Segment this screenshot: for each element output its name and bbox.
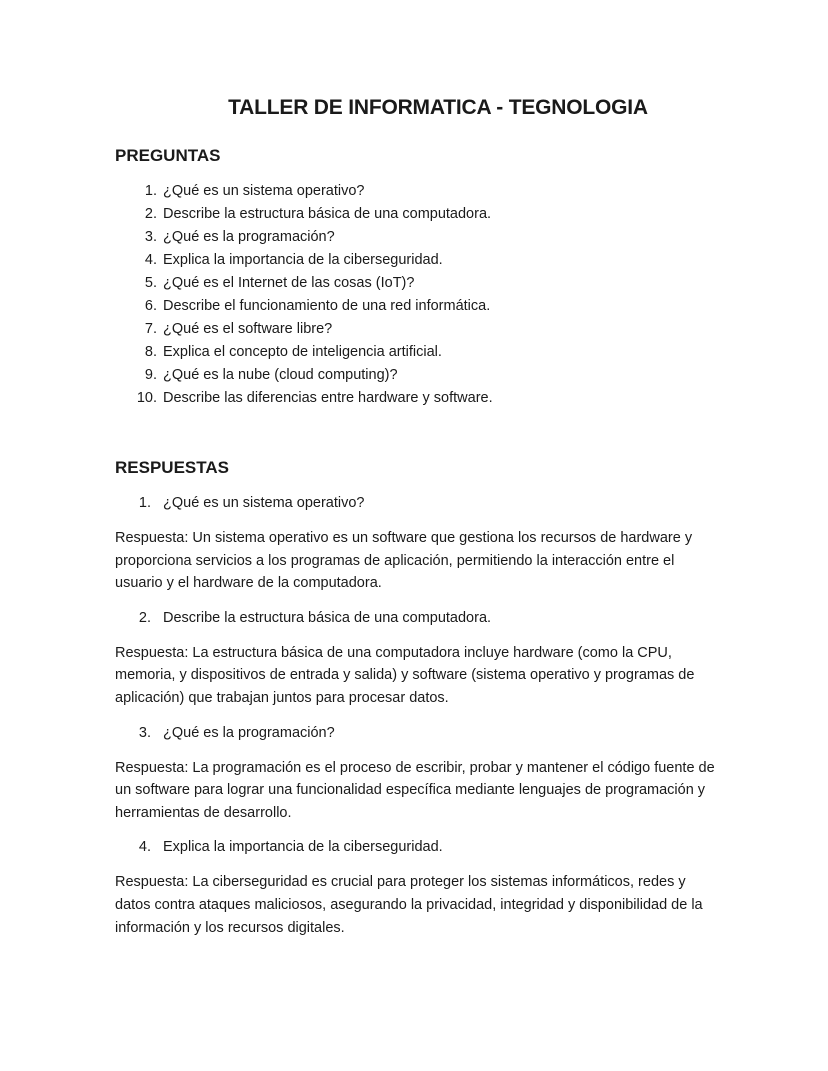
answer-paragraph: Respuesta: Un sistema operativo es un software que gestiona los recursos de hardware y proporciona servicios a los programas de aplicación, permitiendo la interacción entre el usuario y el hardware de la computadora.	[115, 530, 693, 592]
question-text: Describe la estructura básica de una computadora.	[163, 206, 492, 222]
question-text: ¿Qué es un sistema operativo?	[163, 495, 365, 511]
question-text: ¿Qué es la programación?	[163, 229, 335, 245]
item-number: 5.	[144, 275, 157, 291]
item-number: 3.	[144, 229, 157, 245]
question-text: ¿Qué es el software libre?	[163, 321, 333, 337]
item-number: 4.	[138, 839, 151, 856]
question-text: ¿Qué es la programación?	[163, 724, 335, 741]
question-text: Describe el funcionamiento de una red informática.	[163, 298, 491, 314]
answer-paragraph: Respuesta: La programación es el proceso de escribir, probar y mantener el código fuente de un software para lograr una funcionalidad específica mediante lenguajes de programación y herramientas de desarrollo.	[115, 759, 715, 821]
item-number: 4.	[144, 252, 157, 268]
question-text: ¿Qué es el Internet de las cosas (IoT)?	[163, 275, 415, 291]
item-number: 8.	[144, 344, 157, 360]
item-number: 6.	[144, 298, 157, 314]
item-number: 2.	[138, 609, 151, 626]
question-text: Describe las diferencias entre hardware y software.	[163, 390, 493, 406]
question-text: Describe la estructura básica de una computadora.	[163, 609, 492, 626]
item-number: 1.	[144, 183, 157, 199]
answer-paragraph: Respuesta: La estructura básica de una computadora incluye hardware (como la CPU, memoria, y dispositivos de entrada y salida) y software (sistema operativo y programas de aplicación) que trabajan juntos para procesar datos.	[115, 644, 695, 706]
answer-question	[115, 607, 725, 630]
question-text: Explica la importancia de la ciberseguridad.	[163, 839, 443, 856]
item-number: 9.	[144, 367, 157, 383]
answers-section	[115, 492, 725, 951]
item-number: 2.	[144, 206, 157, 222]
item-number: 10.	[136, 390, 157, 406]
answer-question	[115, 492, 725, 515]
question-text: Explica la importancia de la ciberseguridad.	[163, 252, 443, 268]
question-text: ¿Qué es un sistema operativo?	[163, 183, 365, 199]
questions-heading: PREGUNTAS	[115, 146, 221, 165]
question-text: Explica el concepto de inteligencia artificial.	[163, 344, 442, 360]
item-number: 1.	[138, 495, 151, 511]
answer-question	[115, 722, 725, 745]
document-title: TALLER DE INFORMATICA - TEGNOLOGIA	[228, 96, 648, 119]
answer-paragraph: Respuesta: La ciberseguridad es crucial para proteger los sistemas informáticos, redes y datos contra ataques maliciosos, asegurando la privacidad, integridad y disponibilidad de la información y los recursos digitales.	[115, 874, 703, 936]
item-number: 3.	[138, 724, 151, 741]
answers-heading: RESPUESTAS	[115, 458, 229, 477]
question-text: ¿Qué es la nube (cloud computing)?	[163, 367, 398, 383]
answer-question	[115, 836, 725, 859]
item-number: 7.	[144, 321, 157, 337]
